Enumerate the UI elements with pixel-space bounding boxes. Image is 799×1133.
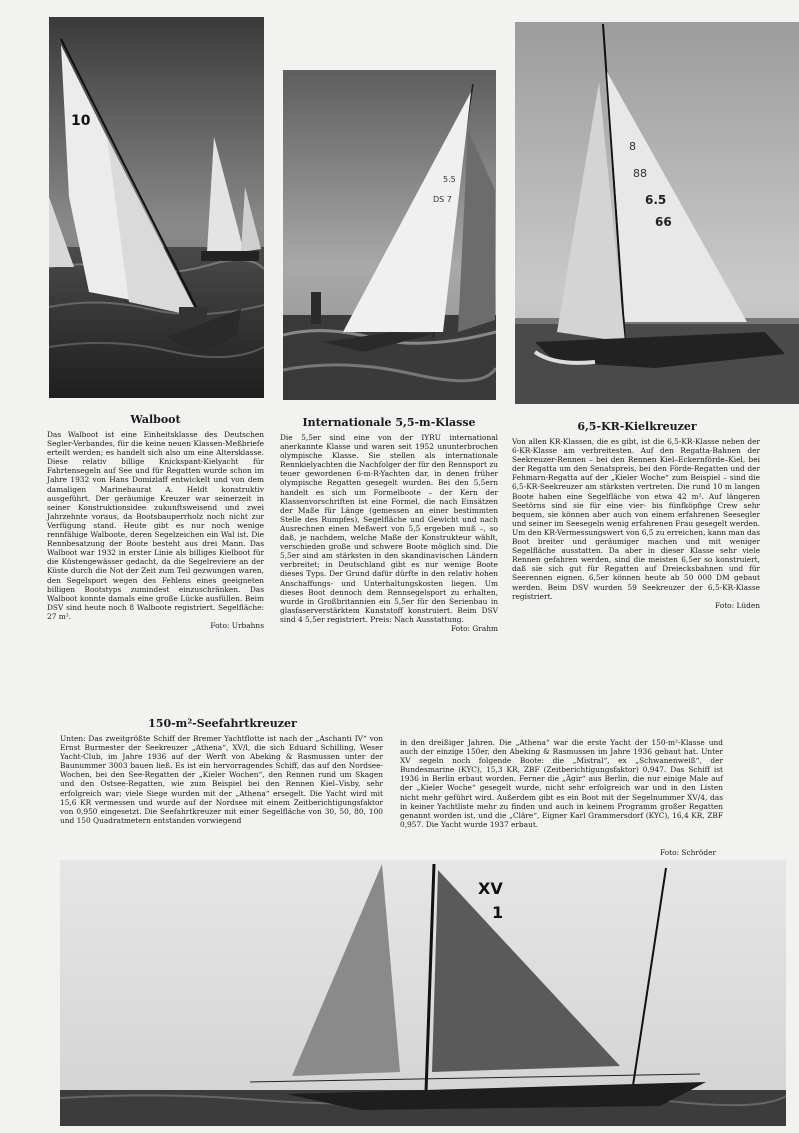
- kielkreuzer-body: Von allen KR-Klassen, die es gibt, ist die 6,5-KR-Klasse neben der 6-KR-Klasse am verbreitesten. Auf den Regatta-Bahnen der Seekreuzer-Rennen – bei den Rennen Kiel–Eckernförde–Kiel, bei der Regatta um den Senatspreis, bei den Förde-Regatten und der Fehmarn-Regatta auf der „Kieler Woche“ zum Beispiel – sind die 6,5-KR-Seekreuzer am stärksten vertreten. Die rund 10 m langen Boote haben eine Segelfläche von etwa 42 m². Auf längeren Seetörns sind sie für eine vier- bis fünfköpfige Crew sehr bequem, sie können aber auch von einem erfahrenen Seesegler und seiner im Seesegeln wenig erfahrenen Frau gesegelt werden. Um den KR-Vermessungswert von 6,5 zu erreichen, kann man das Boot breiter und geräumiger machen und mit weniger Segelfläche ausstatten. Da aber in dieser Klasse sehr viele Rennen gefahren werden, sind die meisten 6,5er so konstruiert, daß sie sich gut für Regatten auf Dreiecksbahnen und für Seerennen eignen. 6,5er können heute ab 50 000 DM gebaut werden. Beim DSV wurden 59 Seekreuzer der 6,5-KR-Klasse registriert.: [512, 437, 760, 601]
- klasse55-credit: Foto: Grahm: [450, 623, 498, 633]
- klasse55-sail-mark-1: 5.5: [443, 175, 456, 184]
- kielkreuzer-sail-mark-2: 88: [633, 167, 647, 180]
- seefahrtkreuzer-credit: Foto: Schröder: [660, 848, 717, 857]
- klasse55-title: Internationale 5,5-m-Klasse: [302, 416, 476, 429]
- kielkreuzer-sail-mark-3: 6.5: [645, 193, 667, 207]
- walboot-photo: [49, 17, 264, 398]
- kielkreuzer-sail-mark-4: 66: [655, 215, 672, 229]
- kielkreuzer-photo: [515, 22, 799, 404]
- kielkreuzer-text: [512, 437, 760, 610]
- walboot-credit: Foto: Urbahns: [210, 620, 264, 630]
- kielkreuzer-credit: Foto: Lüden: [715, 600, 760, 610]
- walboot-body: Das Walboot ist eine Einheitsklasse des Deutschen Segler-Verbandes, für die keine neuen Klassen-Meßbriefe erteilt werden; es handelt sich also um eine Altersklasse. Diese relativ billige Knickspant-Kielyacht für Fahrtensegeln auf See und für Regatten wurde schon im Jahre 1932 von Hans Domizlaff entwickelt und von dem damaligen Marinebaurat A. Heldt konstruktiv ausgeführt. Der geräumige Kreuzer war seinerzeit in seiner Konstruktionsidee zukunftsweisend und zwei Jahrzehnte voraus, da Bootsbauperrholz noch nicht zur Verfügung stand. Heute gibt es nur noch wenige rennfähige Walboote, deren Segelzeichen ein Wal ist. Die Rennbesatzung der Boote besteht aus drei Mann. Das Walboot war 1932 in erster Linie als billiges Kielboot für die Küstengewässer gedacht, da die Segelreviere an der Küste durch die Not der Zeit zum Teil gezwungen waren, den Segelsport wegen des Fehlens eines geeigneten billigen Bootstyps zumindest einzuschränken. Das Walboot konnte damals eine große Lücke ausfüllen. Beim DSV sind heute noch 8 Walboote registriert. Segelfläche: 27 m².: [47, 430, 264, 621]
- walboot-sail-number: 10: [71, 113, 91, 129]
- walboot-title: Walboot: [130, 413, 181, 426]
- seefahrtkreuzer-sail-mark-2: 1: [492, 903, 504, 922]
- klasse55-sail-mark-2: DS 7: [433, 195, 452, 204]
- walboot-text: [47, 430, 264, 630]
- seefahrtkreuzer-sail-mark-1: XV: [478, 879, 503, 898]
- seefahrtkreuzer-photo: [60, 860, 786, 1126]
- klasse55-photo: [283, 70, 496, 400]
- kielkreuzer-title: 6,5-KR-Kielkreuzer: [577, 420, 697, 433]
- klasse55-text: [280, 433, 498, 633]
- kielkreuzer-sail-mark-1: 8: [629, 140, 636, 153]
- klasse55-body: Die 5,5er sind eine von der IYRU international anerkannte Klasse und waren seit 1952 ununterbrochen olympische Klasse. Sie stellen als internationale Rennkielyachten die Nachfolger der für den Rennsport zu teuer gewordenen 6-m-R-Yachten dar, in denen früher olympische Regatten gesegelt wurden. Bei den 5,5ern handelt es sich um Formelboote – der Kern der Klassenvorschriften ist eine Formel, die nach Einsätzen der Maße für Länge (gemessen an einer bestimmten Stelle des Rumpfes), Segelfläche und Gewicht und nach Ausrechnen einen Meßwert von 5,5 ergeben muß –, so daß, je nachdem, welche Maße der Konstrukteur wählt, verschieden große und schwere Boote möglich sind. Die 5,5er sind am stärksten in den skandinavischen Ländern verbreitet; in Deutschland gibt es nur wenige Boote dieses Typs. Der Grund dafür dürfte in den relativ hohen Anschaffungs- und Unterhaltungskosten liegen. Um dieses Boot dennoch dem Rennsegelsport zu erhalten, wurde in Großbritannien ein 5,5er für den Serienbau in glasfaserverstärktem Kunststoff konstruiert. Beim DSV sind 4 5,5er registriert. Preis: Nach Ausstattung.: [280, 433, 498, 624]
- seefahrtkreuzer-text-right: in den dreißiger Jahren. Die „Athena“ war die erste Yacht der 150-m²-Klasse und auch der einzige 150er, den Abeking & Rasmussen im Jahre 1936 gebaut hat. Unter XV segeln noch folgende Boote: die „Mistral“, ex „Schwanenweiß“, der Bundesmarine (KYC), 15,3 KR, ZBF (Zeitberichtigungsfaktor) 0,947. Das Schiff ist 1936 in Berlin erbaut worden. Ferner die „Ägir“ aus Berlin, die nur einige Male auf der „Kieler Woche“ gesegelt wurde, nicht sehr erfolgreich war und in den Listen nicht mehr geführt wird. Außerdem gibt es ein Boot mit der Segelnummer XV/4, das in keiner Yachtliste mehr zu finden und auch in keinem Programm großer Regatten genannt worden ist, und die „Cläre“, Eigner Karl Grammersdorf (KYC), 16,4 KR, ZBF 0,957. Die Yacht wurde 1937 erbaut.: [400, 738, 723, 829]
- seefahrtkreuzer-title: 150-m²-Seefahrtkreuzer: [148, 717, 297, 730]
- seefahrtkreuzer-text-left: Unten: Das zweitgrößte Schiff der Bremer Yachtflotte ist nach der „Aschanti IV“ von Ernst Burmester der Seekreuzer „Athena“, XV/l, die sich Eduard Schilling, Weser Yacht-Club, im Jahre 1936 auf der Werft von Abeking & Rasmussen unter der Baunummer 3003 bauen ließ. Es ist ein hervorragendes Schiff, das auf den Nordsee-Wochen, bei den See-Regatten der „Kieler Wochen“, den Rennen rund um Skagen und den Ostsee-Regatten, wie zum Beispiel bei den Rennen Kiel–Visby, sehr erfolgreich war; viele Siege wurden mit der „Athena“ ersegelt. Die Yacht wird mit 15,6 KR vermessen und wurde auf der Nordsee mit einem Zeitberichtigungsfaktor von 0,950 eingesetzt. Die Seefahrtkreuzer mit einer Segelfläche von 30, 50, 80, 100 und 150 Quadratmetern entstanden vorwiegend: [60, 734, 383, 825]
